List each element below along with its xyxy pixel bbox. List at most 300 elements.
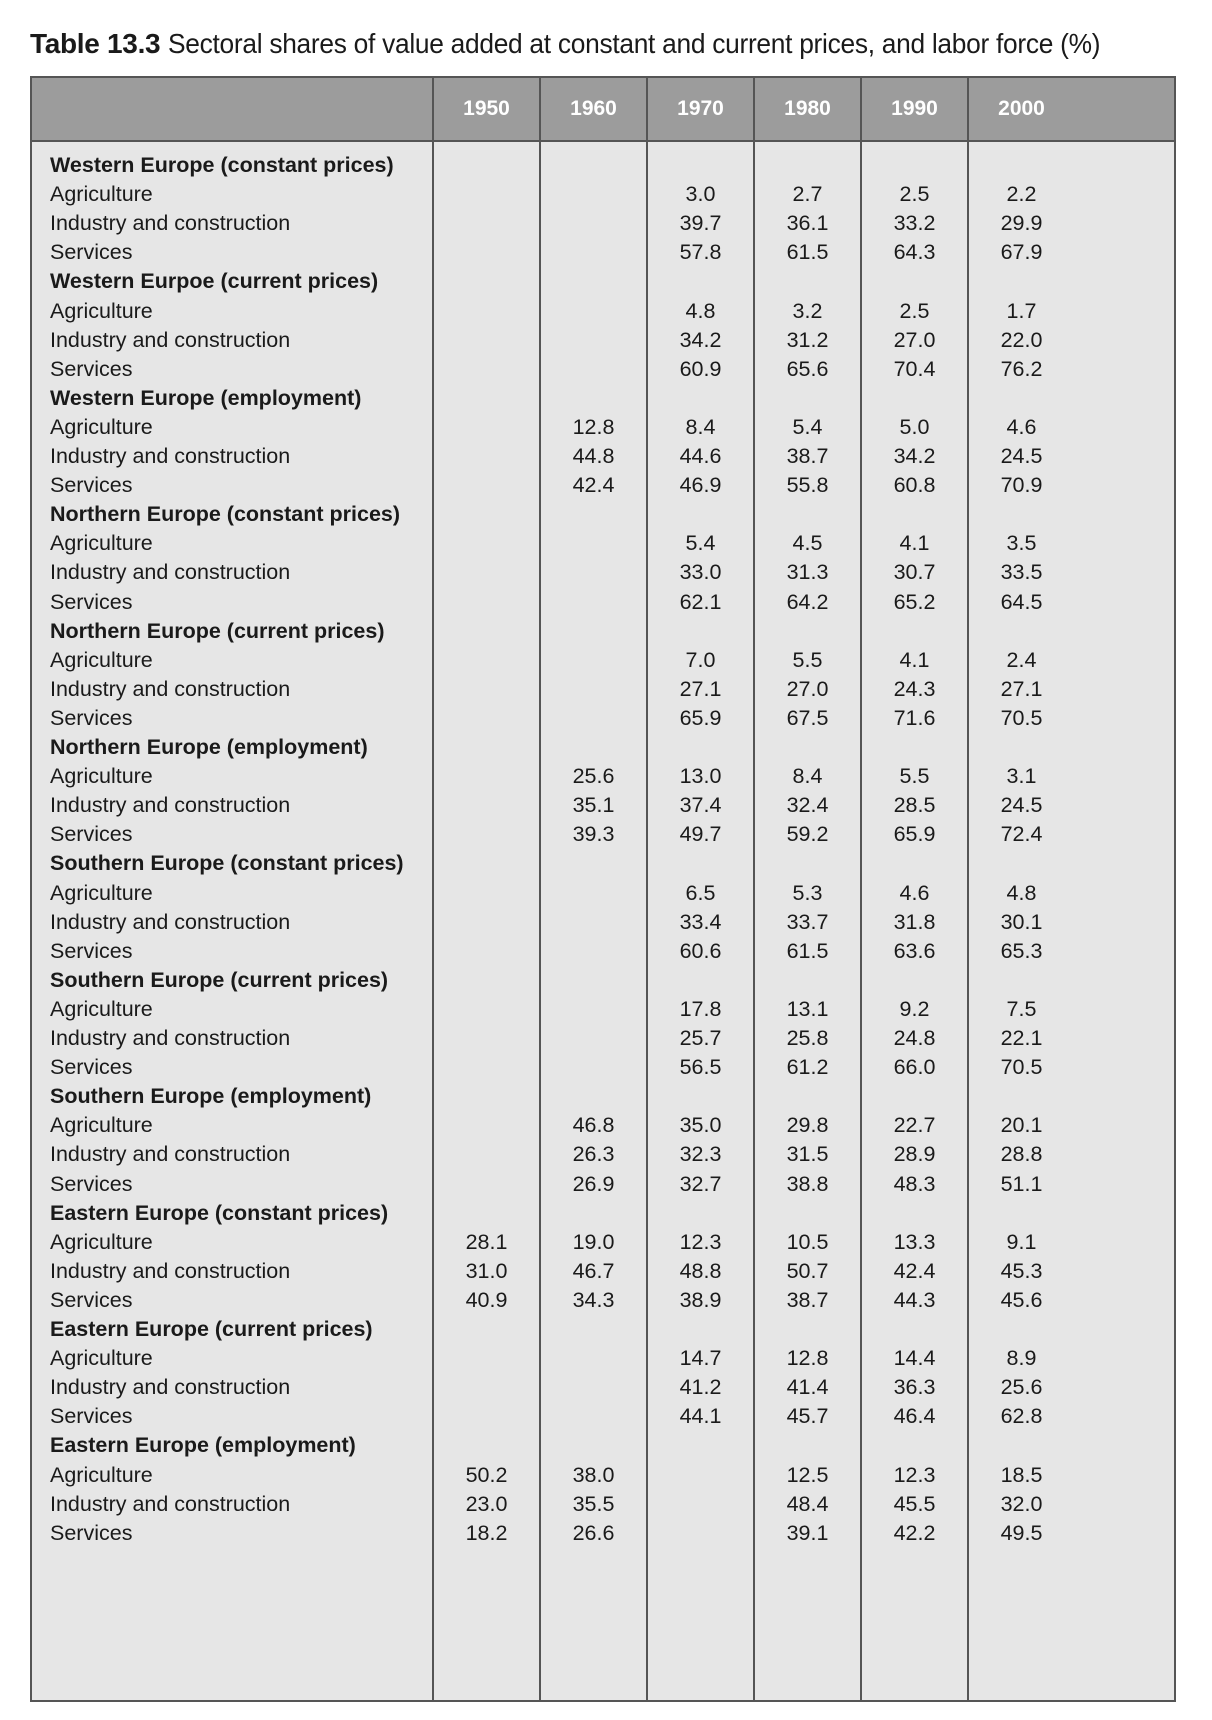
row-label: Agriculture — [50, 1346, 153, 1371]
group-heading: Eastern Europe (employment) — [50, 1433, 356, 1458]
row-label: Services — [50, 240, 133, 265]
row-label: Industry and construction — [50, 676, 291, 701]
row-label: Agriculture — [50, 182, 153, 207]
table-cell — [648, 1488, 753, 1520]
row-label: Services — [50, 938, 133, 963]
table-cell: 31.2 — [786, 327, 829, 352]
table-cell: 62.8 — [1000, 1404, 1043, 1429]
table-title: Sectoral shares of value added at constant and current prices, and labor force (%) — [167, 28, 1101, 59]
table-row — [32, 469, 1174, 501]
table-cell: 45.5 — [893, 1491, 936, 1516]
table-cell: 33.2 — [893, 211, 936, 236]
table-cell: 70.5 — [1000, 1055, 1043, 1080]
table-cell: 2.7 — [792, 182, 823, 207]
table-cell: 2.5 — [899, 182, 930, 207]
table-cell: 61.5 — [786, 240, 829, 265]
table-cell: 3.0 — [685, 182, 716, 207]
row-label: Agriculture — [50, 880, 153, 905]
table-cell: 33.4 — [679, 909, 722, 934]
table-cell: 31.8 — [893, 909, 936, 934]
row-label: Agriculture — [50, 996, 153, 1021]
row-label: Services — [50, 1287, 133, 1312]
column-header-1980: 1980 — [784, 97, 831, 120]
column-header-1990: 1990 — [891, 97, 938, 120]
table-cell: 60.6 — [679, 938, 722, 963]
table-cell: 8.9 — [1006, 1346, 1037, 1371]
table-cell: 51.1 — [1000, 1171, 1043, 1196]
table-row — [32, 236, 1174, 268]
table-cell — [541, 1342, 646, 1374]
table-cell: 36.1 — [786, 211, 829, 236]
table-row — [32, 993, 1174, 1025]
table-cell: 50.7 — [786, 1258, 829, 1283]
table-cell — [541, 1371, 646, 1403]
table-cell — [434, 760, 539, 792]
table-row — [32, 818, 1174, 850]
table-row — [32, 1459, 1174, 1491]
table-cell — [541, 877, 646, 909]
table-cell — [434, 993, 539, 1025]
table-cell — [434, 556, 539, 588]
table-cell: 66.0 — [893, 1055, 936, 1080]
group-heading-row — [32, 964, 1174, 996]
group-heading: Southern Europe (current prices) — [50, 967, 389, 992]
table-cell: 61.5 — [786, 938, 829, 963]
table-cell: 41.4 — [786, 1375, 829, 1400]
row-label: Agriculture — [50, 1113, 153, 1138]
table-cell: 64.5 — [1000, 589, 1043, 614]
table-cell: 46.7 — [572, 1258, 615, 1283]
table-cell — [434, 818, 539, 850]
table-row — [32, 440, 1174, 472]
table-cell — [434, 702, 539, 734]
table-row — [32, 1226, 1174, 1258]
table-cell: 28.9 — [893, 1142, 936, 1167]
table-cell: 45.7 — [786, 1404, 829, 1429]
table-cell: 12.8 — [786, 1346, 829, 1371]
table-cell: 12.8 — [572, 414, 615, 439]
table-cell — [541, 935, 646, 967]
table-cell: 9.1 — [1006, 1229, 1037, 1254]
column-divider — [860, 78, 862, 1700]
table-cell: 5.0 — [899, 414, 930, 439]
table-row — [32, 1488, 1174, 1520]
table-cell: 39.7 — [679, 211, 722, 236]
table-cell: 5.5 — [792, 647, 823, 672]
table-cell: 23.0 — [465, 1491, 508, 1516]
table-row — [32, 673, 1174, 705]
table-cell — [434, 353, 539, 385]
table-cell: 36.3 — [893, 1375, 936, 1400]
table-cell — [434, 877, 539, 909]
table-row — [32, 877, 1174, 909]
group-heading-row — [32, 615, 1174, 647]
table-cell: 67.5 — [786, 705, 829, 730]
table-cell: 72.4 — [1000, 822, 1043, 847]
group-heading-row — [32, 149, 1174, 181]
table-cell: 27.0 — [786, 676, 829, 701]
table-row — [32, 527, 1174, 559]
table-cell — [434, 1109, 539, 1141]
group-heading: Western Europe (constant prices) — [50, 153, 394, 177]
row-label: Services — [50, 1055, 133, 1080]
table-cell: 2.5 — [899, 298, 930, 323]
column-divider — [967, 78, 969, 1700]
table-cell — [541, 295, 646, 327]
table-cell: 26.6 — [572, 1520, 615, 1545]
row-label: Industry and construction — [50, 560, 291, 585]
row-label: Industry and construction — [50, 1258, 291, 1283]
table-cell: 65.3 — [1000, 938, 1043, 963]
table-cell: 5.5 — [899, 764, 930, 789]
table-cell: 1.7 — [1006, 298, 1037, 323]
table-cell: 5.4 — [792, 414, 823, 439]
group-heading: Western Eurpoe (current prices) — [50, 269, 379, 294]
table-cell — [648, 1517, 753, 1549]
table-cell: 44.8 — [572, 444, 615, 468]
table-row — [32, 586, 1174, 618]
table-cell — [434, 1051, 539, 1083]
table-cell: 63.6 — [893, 938, 936, 963]
table-cell: 28.1 — [465, 1229, 508, 1254]
row-label: Services — [50, 473, 133, 498]
column-header-2000: 2000 — [998, 97, 1045, 120]
table-cell — [434, 411, 539, 443]
table-cell: 46.4 — [893, 1404, 936, 1429]
table-cell — [434, 935, 539, 967]
table-cell: 22.1 — [1000, 1026, 1043, 1050]
table-row — [32, 1342, 1174, 1374]
table-cell — [541, 1051, 646, 1083]
table-row — [32, 1138, 1174, 1170]
table-row — [32, 556, 1174, 588]
table-cell — [541, 324, 646, 356]
table-cell — [434, 1138, 539, 1170]
group-heading: Southern Europe (constant prices) — [50, 851, 404, 876]
table-cell: 29.9 — [1000, 211, 1043, 236]
group-heading-row — [32, 498, 1174, 530]
table-cell: 4.1 — [899, 531, 930, 556]
row-label: Industry and construction — [50, 1142, 291, 1167]
row-label: Agriculture — [50, 414, 153, 439]
table-cell: 10.5 — [786, 1229, 829, 1254]
table-cell: 38.8 — [786, 1171, 829, 1196]
table-cell — [541, 673, 646, 705]
table-cell — [434, 440, 539, 472]
table-cell: 57.8 — [679, 240, 722, 265]
table-cell: 38.7 — [786, 1287, 829, 1312]
table-cell: 4.8 — [685, 298, 716, 323]
table-cell: 33.5 — [1000, 560, 1043, 585]
row-label: Services — [50, 705, 133, 730]
table-cell: 32.0 — [1000, 1491, 1043, 1516]
table-cell: 27.0 — [893, 327, 936, 352]
table-cell: 3.1 — [1006, 764, 1037, 789]
table-cell: 42.4 — [893, 1258, 936, 1283]
table-cell: 70.9 — [1000, 473, 1043, 498]
table-cell: 28.8 — [1000, 1142, 1043, 1167]
row-label: Agriculture — [50, 647, 153, 672]
table-row — [32, 1168, 1174, 1200]
group-heading: Eastern Europe (current prices) — [50, 1317, 373, 1341]
row-label: Industry and construction — [50, 793, 291, 818]
table-cell: 4.1 — [899, 647, 930, 672]
table-cell: 4.5 — [792, 531, 823, 556]
table-cell: 24.3 — [893, 676, 936, 701]
table-cell: 12.3 — [893, 1462, 936, 1487]
table-cell: 22.0 — [1000, 327, 1043, 352]
row-label: Industry and construction — [50, 909, 291, 934]
table-cell: 31.5 — [786, 1142, 829, 1167]
table-cell: 45.6 — [1000, 1287, 1043, 1312]
table-cell: 48.3 — [893, 1171, 936, 1196]
table-cell: 49.7 — [679, 822, 722, 847]
table-cell: 24.5 — [1000, 444, 1043, 468]
table-cell: 2.2 — [1006, 182, 1037, 207]
table-row — [32, 1109, 1174, 1141]
table-row — [32, 1255, 1174, 1287]
group-heading-row — [32, 265, 1174, 297]
table-cell: 40.9 — [465, 1287, 508, 1312]
table-cell: 34.2 — [893, 444, 936, 468]
table-cell: 24.5 — [1000, 793, 1043, 818]
table-cell: 18.2 — [465, 1520, 508, 1545]
table-cell: 20.1 — [1000, 1113, 1043, 1138]
column-divider — [539, 78, 541, 1700]
column-header-1960: 1960 — [570, 97, 617, 120]
row-label: Services — [50, 1171, 133, 1196]
table-cell: 41.2 — [679, 1375, 722, 1400]
table-cell: 39.1 — [786, 1520, 829, 1545]
table-cell: 27.1 — [679, 676, 722, 701]
column-header-1950: 1950 — [463, 97, 510, 120]
table-cell: 19.0 — [572, 1229, 615, 1254]
table-cell: 18.5 — [1000, 1462, 1043, 1487]
table-cell — [434, 295, 539, 327]
table-row — [32, 1051, 1174, 1083]
table-cell: 4.6 — [899, 880, 930, 905]
table-cell: 27.1 — [1000, 676, 1043, 701]
table-cell — [434, 644, 539, 676]
group-heading-row — [32, 847, 1174, 879]
table-cell: 7.5 — [1006, 996, 1037, 1021]
table-cell: 42.4 — [572, 473, 615, 498]
table-cell — [541, 702, 646, 734]
group-heading: Northern Europe (employment) — [50, 735, 368, 759]
group-heading-row — [32, 382, 1174, 414]
table-cell — [434, 673, 539, 705]
table-cell: 44.6 — [679, 444, 722, 468]
table-cell — [541, 556, 646, 588]
table-cell — [434, 906, 539, 938]
table-cell: 5.3 — [792, 880, 823, 905]
table-cell: 55.8 — [786, 473, 829, 498]
table-cell: 14.7 — [679, 1346, 722, 1371]
table-cell — [541, 1400, 646, 1432]
group-heading-row — [32, 1429, 1174, 1461]
table-row — [32, 1371, 1174, 1403]
table-cell: 14.4 — [893, 1346, 936, 1371]
table-cell: 9.2 — [899, 996, 930, 1021]
table-row — [32, 935, 1174, 967]
table-row — [32, 295, 1174, 327]
row-label: Agriculture — [50, 1462, 153, 1487]
group-heading-row — [32, 1080, 1174, 1112]
table-cell — [541, 207, 646, 239]
table-cell: 8.4 — [685, 414, 716, 439]
table-cell: 45.3 — [1000, 1258, 1043, 1283]
table-number: Table 13.3 — [30, 28, 161, 59]
table-cell — [541, 178, 646, 210]
table-cell: 32.4 — [786, 793, 829, 818]
table-cell — [648, 1459, 753, 1491]
column-divider — [432, 78, 434, 1700]
table-cell: 60.8 — [893, 473, 936, 498]
table-cell: 46.8 — [572, 1113, 615, 1138]
table-cell: 35.5 — [572, 1491, 615, 1516]
group-heading: Eastern Europe (constant prices) — [50, 1200, 389, 1225]
table-row — [32, 906, 1174, 938]
row-label: Industry and construction — [50, 1375, 291, 1400]
row-label: Services — [50, 1404, 133, 1429]
row-label: Industry and construction — [50, 1026, 291, 1050]
table-cell — [434, 1022, 539, 1054]
row-label: Agriculture — [50, 1229, 153, 1254]
table-cell: 65.2 — [893, 589, 936, 614]
table-cell: 31.0 — [465, 1258, 508, 1283]
table-cell: 64.3 — [893, 240, 936, 265]
table-cell: 33.0 — [679, 560, 722, 585]
table-cell — [434, 324, 539, 356]
row-label: Services — [50, 589, 133, 614]
table-cell: 70.5 — [1000, 705, 1043, 730]
table-cell: 2.4 — [1006, 647, 1037, 672]
row-label: Industry and construction — [50, 444, 291, 468]
group-heading: Western Europe (employment) — [50, 385, 362, 410]
table-cell: 25.6 — [1000, 1375, 1043, 1400]
table-cell: 37.4 — [679, 793, 722, 818]
table-cell: 56.5 — [679, 1055, 722, 1080]
table-cell: 26.9 — [572, 1171, 615, 1196]
group-heading: Northern Europe (constant prices) — [50, 502, 401, 527]
table-cell: 35.1 — [572, 793, 615, 818]
row-label: Agriculture — [50, 298, 153, 323]
table-row — [32, 644, 1174, 676]
table-cell: 67.9 — [1000, 240, 1043, 265]
table-cell: 25.7 — [679, 1026, 722, 1050]
table-cell: 44.3 — [893, 1287, 936, 1312]
table-cell — [541, 1022, 646, 1054]
table-cell: 3.5 — [1006, 531, 1037, 556]
table-cell: 30.7 — [893, 560, 936, 585]
table-cell: 48.4 — [786, 1491, 829, 1516]
table-row — [32, 1400, 1174, 1432]
column-header-1970: 1970 — [677, 97, 724, 120]
table-cell: 29.8 — [786, 1113, 829, 1138]
table-cell: 65.6 — [786, 356, 829, 381]
table-cell: 76.2 — [1000, 356, 1043, 381]
table-cell — [541, 586, 646, 618]
row-label: Agriculture — [50, 531, 153, 556]
table-cell: 30.1 — [1000, 909, 1043, 934]
table-cell: 44.1 — [679, 1404, 722, 1429]
table-cell: 48.8 — [679, 1258, 722, 1283]
table-cell: 46.9 — [679, 473, 722, 498]
table-row — [32, 702, 1174, 734]
table-cell — [541, 527, 646, 559]
table-cell: 24.8 — [893, 1026, 936, 1050]
table-row — [32, 760, 1174, 792]
table-cell: 33.7 — [786, 909, 829, 934]
column-divider — [753, 78, 755, 1700]
table-cell: 65.9 — [893, 822, 936, 847]
row-label: Industry and construction — [50, 211, 291, 236]
table-cell: 26.3 — [572, 1142, 615, 1167]
table-cell: 70.4 — [893, 356, 936, 381]
table-cell — [434, 469, 539, 501]
table-cell: 38.9 — [679, 1287, 722, 1312]
table-cell: 6.5 — [685, 880, 716, 905]
table-cell — [434, 1342, 539, 1374]
table-cell: 13.1 — [786, 996, 829, 1021]
table-row — [32, 1022, 1174, 1054]
table-cell: 38.7 — [786, 444, 829, 468]
table-cell: 62.1 — [679, 589, 722, 614]
table-cell — [434, 178, 539, 210]
table-cell: 50.2 — [465, 1462, 508, 1487]
row-label: Industry and construction — [50, 1491, 291, 1516]
row-label: Industry and construction — [50, 327, 291, 352]
row-label: Services — [50, 1520, 133, 1545]
table-row — [32, 353, 1174, 385]
table-cell: 5.4 — [685, 531, 716, 556]
table-cell: 25.8 — [786, 1026, 829, 1050]
table-row — [32, 411, 1174, 443]
table-cell: 59.2 — [786, 822, 829, 847]
table-cell: 35.0 — [679, 1113, 722, 1138]
table-cell — [434, 236, 539, 268]
table-cell: 34.3 — [572, 1287, 615, 1312]
table-cell — [434, 207, 539, 239]
table-cell: 49.5 — [1000, 1520, 1043, 1545]
data-table — [30, 76, 1176, 1702]
table-cell: 34.2 — [679, 327, 722, 352]
table-cell: 13.0 — [679, 764, 722, 789]
table-caption — [30, 22, 1160, 66]
table-cell: 4.8 — [1006, 880, 1037, 905]
table-cell: 13.3 — [893, 1229, 936, 1254]
table-cell: 28.5 — [893, 793, 936, 818]
table-cell — [434, 1371, 539, 1403]
table-row — [32, 207, 1174, 239]
group-heading-row — [32, 1313, 1174, 1345]
table-cell: 32.3 — [679, 1142, 722, 1167]
table-cell: 22.7 — [893, 1113, 936, 1138]
table-cell: 4.6 — [1006, 414, 1037, 439]
table-cell: 32.7 — [679, 1171, 722, 1196]
table-cell — [541, 236, 646, 268]
group-heading-row — [32, 731, 1174, 763]
table-cell: 3.2 — [792, 298, 823, 323]
table-cell: 61.2 — [786, 1055, 829, 1080]
row-label: Services — [50, 822, 133, 847]
table-row — [32, 178, 1174, 210]
table-cell — [541, 993, 646, 1025]
column-divider — [646, 78, 648, 1700]
table-cell — [434, 586, 539, 618]
table-cell: 12.5 — [786, 1462, 829, 1487]
table-cell: 8.4 — [792, 764, 823, 789]
